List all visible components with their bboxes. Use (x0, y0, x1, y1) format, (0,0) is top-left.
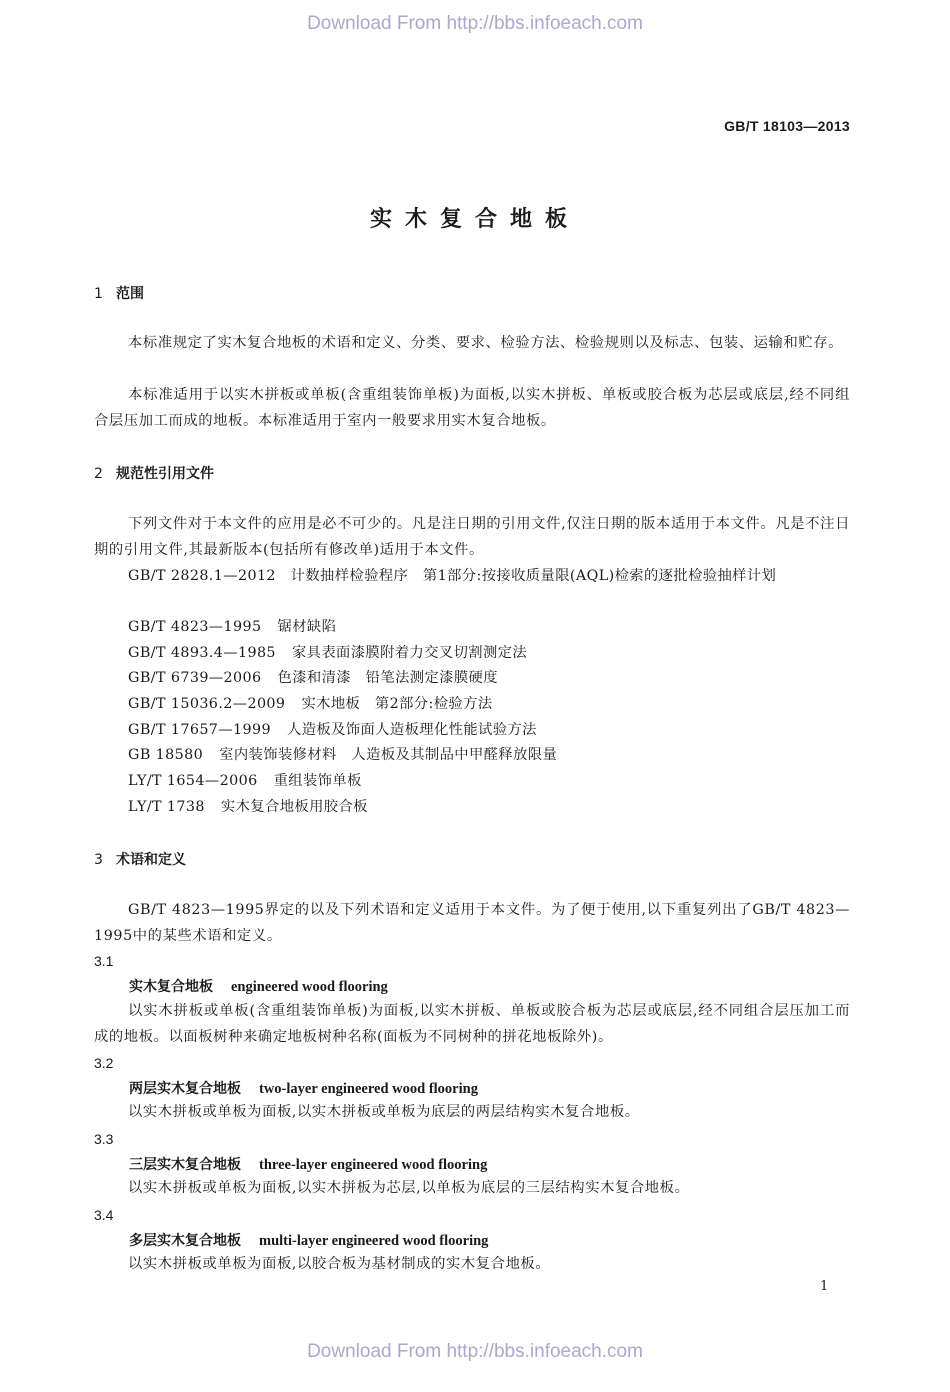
reference-code: GB/T 15036.2—2009 (128, 696, 286, 712)
reference-item (128, 665, 498, 691)
section-2-heading (94, 463, 214, 483)
term-en: two-layer engineered wood flooring (259, 1081, 478, 1097)
reference-title: 色漆和清漆 铅笔法测定漆膜硬度 (277, 670, 498, 686)
reference-code: GB/T 4823—1995 (128, 619, 262, 635)
term-en: engineered wood flooring (231, 979, 388, 995)
reference-item (128, 794, 368, 820)
section-title: 范围 (116, 286, 144, 302)
term-zh: 多层实木复合地板 (129, 1233, 241, 1249)
reference-item (128, 691, 493, 717)
section-3-heading (94, 849, 186, 869)
reference-item (128, 640, 527, 666)
reference-code: LY/T 1738 (128, 799, 205, 815)
reference-title: 锯材缺陷 (277, 619, 337, 635)
reference-code: LY/T 1654—2006 (128, 773, 258, 789)
clause-number: 3.3 (94, 1131, 114, 1147)
section-number: 2 (94, 466, 103, 482)
section-1-heading (94, 283, 144, 303)
paragraph: 本标准适用于以实木拼板或单板(含重组装饰单板)为面板,以实木拼板、单板或胶合板为芯层或底层,经不同组合层压加工而成的地板。本标准适用于室内一般要求用实木复合地板。 (94, 387, 850, 429)
reference-title: 室内装饰装修材料 人造板及其制品中甲醛释放限量 (219, 747, 558, 763)
section-number: 1 (94, 286, 103, 302)
term-en: three-layer engineered wood flooring (259, 1157, 488, 1173)
reference-title: 计数抽样检验程序 第1部分:按接收质量限(AQL)检索的逐批检验抽样计划 (290, 568, 777, 584)
term-definition: 以实木拼板或单板为面板,以实木拼板或单板为底层的两层结构实木复合地板。 (128, 1104, 640, 1120)
reference-title: 人造板及饰面人造板理化性能试验方法 (287, 722, 537, 738)
term-heading (129, 1230, 488, 1250)
watermark-top: Download From http://bbs.infoeach.com (307, 13, 643, 34)
reference-title: 重组装饰单板 (273, 773, 362, 789)
term-zh: 两层实木复合地板 (129, 1081, 241, 1097)
reference-item (128, 742, 557, 768)
page-number: 1 (820, 1279, 829, 1294)
reference-title: 家具表面漆膜附着力交叉切割测定法 (291, 645, 528, 661)
term-zh: 实木复合地板 (129, 979, 213, 995)
reference-item (128, 614, 336, 640)
reference-code: GB/T 17657—1999 (128, 722, 271, 738)
clause-number: 3.2 (94, 1055, 114, 1071)
section-title: 规范性引用文件 (116, 466, 214, 482)
document-title: 实木复合地板 (369, 207, 580, 232)
term-en: multi-layer engineered wood flooring (259, 1233, 489, 1249)
reference-code: GB/T 4893.4—1985 (128, 645, 276, 661)
term-heading (129, 1154, 487, 1174)
paragraph: 本标准规定了实木复合地板的术语和定义、分类、要求、检验方法、检验规则以及标志、包装、运输和贮存。 (128, 335, 844, 351)
term-definition: 以实木拼板或单板(含重组装饰单板)为面板,以实木拼板、单板或胶合板为芯层或底层,经不同组合层压加工而成的地板。以面板树种来确定地板树种名称(面板为不同树种的拼花地板除外)。 (94, 1003, 850, 1045)
reference-item (128, 717, 537, 743)
paragraph: 下列文件对于本文件的应用是必不可少的。凡是注日期的引用文件,仅注日期的版本适用于本文件。凡是不注日期的引用文件,其最新版本(包括所有修改单)适用于本文件。 (94, 516, 850, 558)
reference-item (94, 563, 850, 589)
term-heading (129, 976, 388, 996)
term-definition: 以实木拼板或单板为面板,以实木拼板为芯层,以单板为底层的三层结构实木复合地板。 (128, 1180, 690, 1196)
paragraph: GB/T 4823—1995界定的以及下列术语和定义适用于本文件。为了便于使用,以下重复列出了GB/T 4823—1995中的某些术语和定义。 (94, 902, 850, 944)
section-number: 3 (94, 852, 103, 868)
reference-code: GB 18580 (128, 747, 204, 763)
term-zh: 三层实木复合地板 (129, 1157, 241, 1173)
clause-number: 3.1 (94, 953, 114, 969)
section-title: 术语和定义 (116, 852, 186, 868)
reference-item (128, 768, 362, 794)
clause-number: 3.4 (94, 1207, 114, 1223)
term-heading (129, 1078, 478, 1098)
reference-title: 实木复合地板用胶合板 (220, 799, 368, 815)
reference-code: GB/T 2828.1—2012 (128, 568, 276, 584)
term-definition: 以实木拼板或单板为面板,以胶合板为基材制成的实木复合地板。 (128, 1256, 551, 1272)
watermark-bottom: Download From http://bbs.infoeach.com (307, 1341, 643, 1362)
reference-code: GB/T 6739—2006 (128, 670, 262, 686)
standard-code: GB/T 18103—2013 (724, 118, 850, 134)
reference-title: 实木地板 第2部分:检验方法 (301, 696, 493, 712)
